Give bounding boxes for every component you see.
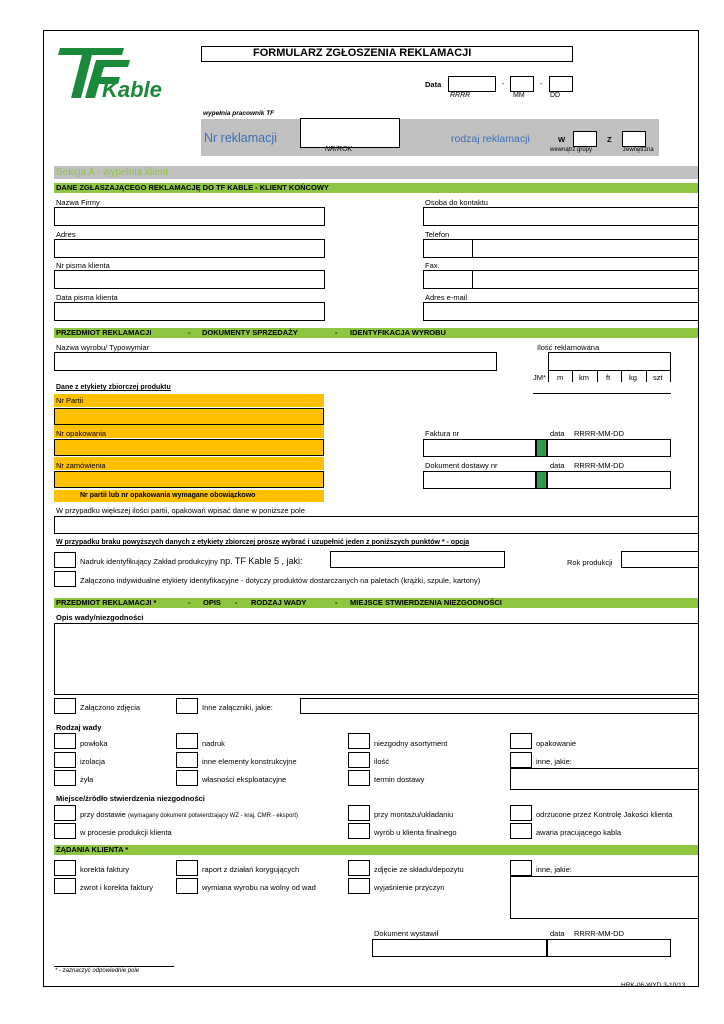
nazwa-wyrobu-label: Nazwa wyrobu/ Typowymiar xyxy=(56,343,150,352)
miejsce-label: Miejsce/źródło stwierdzenia niezgodności xyxy=(56,794,205,803)
fax-label: Fax. xyxy=(425,261,440,270)
zwrot-checkbox[interactable] xyxy=(54,878,76,894)
wada-izolacja-checkbox[interactable] xyxy=(54,752,76,768)
awaria-label: awaria pracującego kabla xyxy=(536,828,622,837)
adres-input[interactable] xyxy=(54,239,325,258)
wada-zyla-checkbox[interactable] xyxy=(54,770,76,786)
telefon-prefix-input[interactable] xyxy=(423,239,473,258)
wymiana-checkbox[interactable] xyxy=(176,878,198,894)
dokument-dostawy-input[interactable] xyxy=(423,471,536,489)
wada-asortyment-label: niezgodny asortyment xyxy=(374,739,448,748)
zdjecia-label: Załączono zdjęcia xyxy=(80,703,141,712)
section-a-title: Sekcja A - wypełnia klient xyxy=(56,167,169,178)
form-code: HRK-06-WYD.3-10/13 xyxy=(621,982,686,989)
defect-bar: PRZEDMIOT REKLAMACJI * - OPIS - RODZAJ WADY - MIEJSCE STWIERDZENIA NIEZGODNOŚCI xyxy=(54,598,698,608)
dostawa-data-label: data xyxy=(550,461,565,470)
faktura-input[interactable] xyxy=(423,439,536,457)
odrzucone-checkbox[interactable] xyxy=(510,805,532,821)
wyrob-u-klienta-checkbox[interactable] xyxy=(348,823,370,839)
date-dash-1: - xyxy=(502,79,505,88)
unit-kg[interactable]: kg xyxy=(629,373,637,382)
nr-partii-label-bg xyxy=(54,394,324,407)
date-year-hint: RRRR xyxy=(450,92,471,99)
wystawil-date-hint: RRRR-MM-DD xyxy=(574,929,624,938)
form-title: FORMULARZ ZGŁOSZENIA REKLAMACJI xyxy=(253,47,472,59)
etykiety-checkbox[interactable] xyxy=(54,571,76,587)
wyjasnienie-checkbox[interactable] xyxy=(348,878,370,894)
nr-partii-input[interactable] xyxy=(54,408,324,425)
footer-divider xyxy=(54,966,174,967)
nr-reklamacji-label: Nr reklamacji xyxy=(204,131,277,145)
fax-input[interactable] xyxy=(472,270,699,289)
przy-montazu-label: przy montażu/układaniu xyxy=(374,810,454,819)
nr-opakowania-input[interactable] xyxy=(54,439,324,456)
email-label: Adres e-mail xyxy=(425,293,468,302)
data-pisma-input[interactable] xyxy=(54,302,325,321)
wada-inne-input[interactable] xyxy=(510,768,699,790)
dokument-wystawil-label: Dokument wystawił xyxy=(374,929,439,938)
przy-dostawie-checkbox[interactable] xyxy=(54,805,76,821)
etykieta-label: Dane z etykiety zbiorczej produktu xyxy=(56,384,171,391)
nazwa-firmy-label: Nazwa Firmy xyxy=(56,198,100,207)
wada-zyla-label: żyła xyxy=(80,775,94,784)
nr-zamowienia-label: Nr zamówienia xyxy=(56,461,106,470)
z-checkbox[interactable] xyxy=(622,131,646,147)
wada-powloka-label: powłoka xyxy=(80,739,108,748)
svg-text:Kable: Kable xyxy=(102,77,162,100)
nr-opakowania-label: Nr opakowania xyxy=(56,429,107,438)
date-day-hint: DD xyxy=(550,92,561,99)
date-day-input[interactable] xyxy=(549,76,573,92)
korekta-faktury-label: korekta faktury xyxy=(80,865,130,874)
demand-bar: ŻĄDANIA KLIENTA * xyxy=(54,845,698,855)
wiecej-partii-input[interactable] xyxy=(54,516,699,534)
zdjecie-label: zdjęcie ze składu/depozytu xyxy=(374,865,464,874)
nr-pisma-label: Nr pisma klienta xyxy=(56,261,110,270)
wymiana-label: wymiana wyrobu na wolny od wad xyxy=(202,883,316,892)
nr-partii-label: Nr Partii xyxy=(56,396,84,405)
wiekszej-note: W przypadku większej ilości partii, opakowań wpisać dane w poniższe pole xyxy=(56,506,305,515)
dokument-wystawil-input[interactable] xyxy=(372,939,547,957)
nazwa-firmy-input[interactable] xyxy=(54,207,325,226)
w-procesie-label: w procesie produkcji klienta xyxy=(80,828,172,837)
fax-prefix-input[interactable] xyxy=(423,270,473,289)
wystawil-data-label: data xyxy=(550,929,565,938)
faktura-separator xyxy=(536,439,547,457)
telefon-label: Telefon xyxy=(425,230,450,239)
wada-izolacja-label: izolacja xyxy=(80,757,106,766)
wada-wlasnosci-label: własności eksploatacyjne xyxy=(202,775,287,784)
awaria-checkbox[interactable] xyxy=(510,823,532,839)
zwrot-label: zwrot i korekta faktury xyxy=(80,883,153,892)
date-year-input[interactable] xyxy=(448,76,496,92)
date-dash-2: - xyxy=(540,79,543,88)
obowiazkowo-note: Nr partii lub nr opakowania wymagane obowiązkowo xyxy=(80,492,256,499)
adres-label: Adres xyxy=(56,230,76,239)
faktura-date-hint: RRRR-MM-DD xyxy=(574,429,624,438)
date-label: Data xyxy=(425,80,442,89)
wada-asortyment-checkbox[interactable] xyxy=(348,733,370,749)
braku-note: W przypadku braku powyższych danych z etykiety zbiorczej proszę wybrać i uzupełnić jeden z poniższych punktów * - opcja xyxy=(56,539,470,546)
zadanie-inne-input[interactable] xyxy=(510,876,699,919)
tf-kable-logo xyxy=(54,46,170,100)
wyjasnienie-label: wyjaśnienie przyczyn xyxy=(374,883,445,892)
odrzucone-label: odrzucone przez Kontrolę Jakości klienta xyxy=(536,810,673,819)
raport-label: raport z działań korygujących xyxy=(202,865,300,874)
nr-pisma-input[interactable] xyxy=(54,270,325,289)
opis-textarea[interactable] xyxy=(54,623,699,695)
unit-km[interactable]: km xyxy=(579,373,589,382)
unit-m[interactable]: m xyxy=(557,373,564,382)
inne-zalaczniki-input[interactable] xyxy=(300,698,699,714)
rok-produkcji-input[interactable] xyxy=(621,551,699,568)
nadruk-label: Nadruk identyfikujący Zakład produkcyjny np. TF Kable 5 , jaki: xyxy=(80,556,303,566)
dostawa-date-hint: RRRR-MM-DD xyxy=(574,461,624,470)
osoba-label: Osoba do kontaktu xyxy=(425,198,488,207)
osoba-input[interactable] xyxy=(423,207,699,226)
z-label: Z xyxy=(607,135,612,144)
wada-nadruk-label: nadruk xyxy=(202,739,225,748)
unit-extra-cell xyxy=(533,382,671,394)
nr-rok-hint: NR/ROK xyxy=(325,146,353,153)
unit-szt[interactable]: szt xyxy=(653,373,663,382)
nadruk-input[interactable] xyxy=(330,551,505,568)
zadanie-inne-label: inne, jakie: xyxy=(536,865,572,874)
wada-powloka-checkbox[interactable] xyxy=(54,733,76,749)
nr-reklamacji-input[interactable] xyxy=(300,118,400,148)
email-input[interactable] xyxy=(423,302,699,321)
wada-inne-checkbox[interactable] xyxy=(510,752,532,768)
wystawil-date-input[interactable] xyxy=(547,939,671,957)
przy-montazu-checkbox[interactable] xyxy=(348,805,370,821)
korekta-faktury-checkbox[interactable] xyxy=(54,860,76,876)
wada-wlasnosci-checkbox[interactable] xyxy=(176,770,198,786)
wada-inne-elementy-label: inne elementy konstrukcyjne xyxy=(202,757,297,766)
rok-produkcji-label: Rok produkcji xyxy=(567,558,613,567)
ilosc-label: Ilość reklamowana xyxy=(537,343,600,352)
wada-opakowanie-label: opakowanie xyxy=(536,739,577,748)
wyrob-u-klienta-label: wyrób u klienta finalnego xyxy=(374,828,457,837)
data-pisma-label: Data pisma klienta xyxy=(56,293,118,302)
wewnatrz-hint: wewnątrz grupy xyxy=(550,147,593,153)
dokument-dostawy-label: Dokument dostawy nr xyxy=(425,461,498,470)
wada-ilosc-label: ilość xyxy=(374,757,390,766)
ilosc-input[interactable] xyxy=(548,352,671,371)
opis-label: Opis wady/niezgodności xyxy=(56,613,144,622)
unit-ft[interactable]: ft xyxy=(606,373,611,382)
zewnetrzna-hint: zewnętrzna xyxy=(623,147,654,153)
nr-zamowienia-input[interactable] xyxy=(54,471,324,488)
faktura-data-label: data xyxy=(550,429,565,438)
subject-bar: PRZEDMIOT REKLAMACJI - DOKUMENTY SPRZEDAŻY - IDENTYFIKACJA WYROBU xyxy=(54,328,698,338)
etykiety-label: Załączono indywidualne etykiety identyfikacyjne - dotyczy produktów dostarczanych na paletach (krążki, szpule, kartony) xyxy=(80,576,481,585)
jm-label: JM* xyxy=(533,373,546,382)
inne-zalaczniki-label: Inne załączniki, jakie: xyxy=(202,703,273,712)
faktura-label: Faktura nr xyxy=(425,429,460,438)
rodzaj-wady-label: Rodzaj wady xyxy=(56,723,102,732)
employee-note: wypełnia pracownik TF xyxy=(203,110,275,117)
zadanie-inne-checkbox[interactable] xyxy=(510,860,532,876)
wada-opakowanie-checkbox[interactable] xyxy=(510,733,532,749)
telefon-input[interactable] xyxy=(472,239,699,258)
zdjecia-checkbox[interactable] xyxy=(54,698,76,714)
wada-inne-label: inne, jakie: xyxy=(536,757,572,766)
wada-termin-label: termin dostawy xyxy=(374,775,425,784)
zdjecie-checkbox[interactable] xyxy=(348,860,370,876)
nazwa-wyrobu-input[interactable] xyxy=(54,352,497,371)
rodzaj-reklamacji-label: rodzaj reklamacji xyxy=(451,133,530,145)
dostawa-date-input[interactable] xyxy=(547,471,671,489)
footer-note: * - zaznaczyć odpowiednie pole xyxy=(55,968,140,974)
nadruk-checkbox[interactable] xyxy=(54,552,76,568)
wada-nadruk-checkbox[interactable] xyxy=(176,733,198,749)
inne-zalaczniki-checkbox[interactable] xyxy=(176,698,198,714)
faktura-date-input[interactable] xyxy=(547,439,671,457)
wada-ilosc-checkbox[interactable] xyxy=(348,752,370,768)
w-label: W xyxy=(558,135,566,144)
w-procesie-checkbox[interactable] xyxy=(54,823,76,839)
dostawa-separator xyxy=(536,471,547,489)
date-month-hint: MM xyxy=(513,92,525,99)
date-month-input[interactable] xyxy=(510,76,534,92)
w-checkbox[interactable] xyxy=(573,131,597,147)
raport-checkbox[interactable] xyxy=(176,860,198,876)
wada-termin-checkbox[interactable] xyxy=(348,770,370,786)
client-data-bar: DANE ZGŁASZAJĄCEGO REKLAMACJĘ DO TF KABLE - KLIENT KOŃCOWY xyxy=(54,183,698,193)
wada-inne-elementy-checkbox[interactable] xyxy=(176,752,198,768)
przy-dostawie-label: przy dostawie (wymagany dokument potwierdzający WZ - kraj, CMR - eksport) xyxy=(80,810,298,819)
